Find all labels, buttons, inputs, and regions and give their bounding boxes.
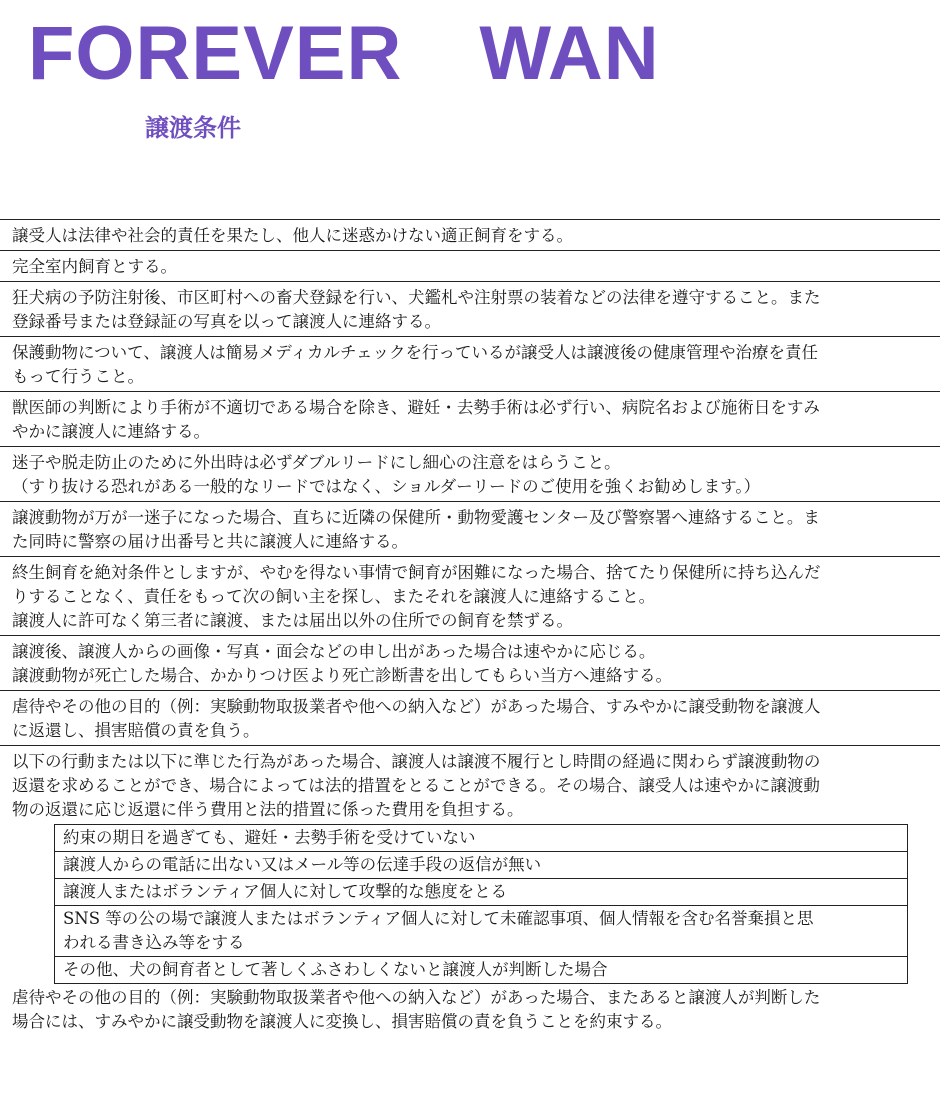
breach-item-text: 譲渡人またはボランティア個人に対して攻撃的な態度をとる — [63, 882, 508, 901]
condition-text: 登録番号または登録証の写真を以って譲渡人に連絡する。 — [12, 312, 441, 331]
condition-text: 虐待やその他の目的（例：実験動物取扱業者や他への納入など）があった場合、すみやかに譲受動物を譲渡人 — [12, 697, 821, 716]
condition-row — [0, 391, 940, 446]
breach-item — [55, 878, 907, 905]
condition-text: に返還し、損害賠償の責を負う。 — [12, 721, 260, 740]
condition-text: 狂犬病の予防注射後、市区町村への畜犬登録を行い、犬鑑札や注射票の装着などの法律を遵守すること。また — [12, 288, 821, 307]
condition-text: 譲受人は法律や社会的責任を果たし、他人に迷惑かけない適正飼育をする。 — [12, 226, 573, 245]
breach-row — [0, 745, 940, 1034]
condition-row — [0, 556, 940, 635]
condition-text: 譲渡動物が万が一迷子になった場合、直ちに近隣の保健所・動物愛護センター及び警察署へ連絡すること。ま — [12, 508, 820, 527]
breach-intro-text: 返還を求めることができ、場合によっては法的措置をとることができる。その場合、譲受人は速やかに譲渡動 — [12, 776, 820, 795]
brand-logo: FOREVER WAN — [28, 11, 660, 96]
condition-text: りすることなく、責任をもって次の飼い主を探し、またそれを譲渡人に連絡すること。 — [12, 587, 656, 606]
breach-item-text: 約束の期日を過ぎても、避妊・去勢手術を受けていない — [63, 828, 476, 847]
breach-closing — [12, 986, 940, 1032]
condition-text: 獣医師の判断により手術が不適切である場合を除き、避妊・去勢手術は必ず行い、病院名および施術日をすみ — [12, 398, 820, 417]
condition-row — [0, 501, 940, 556]
breach-intro-text: 以下の行動または以下に準じた行為があった場合、譲渡人は譲渡不履行とし時間の経過に関わらず譲渡動物の — [12, 752, 821, 771]
condition-text: 迷子や脱走防止のために外出時は必ずダブルリードにし細心の注意をはらうこと。 — [12, 453, 621, 472]
condition-row — [0, 250, 940, 281]
breach-item-text: われる書き込み等をする — [63, 933, 245, 952]
breach-closing-text: 場合には、すみやかに譲受動物を譲渡人に変換し、損害賠償の責を負うことを約束する。 — [12, 1012, 672, 1031]
condition-text: やかに譲渡人に連絡する。 — [12, 422, 210, 441]
condition-text: 譲渡人に許可なく第三者に譲渡、または届出以外の住所での飼育を禁ずる。 — [12, 611, 573, 630]
breach-item-text: その他、犬の飼育者として著しくふさわしくないと譲渡人が判断した場合 — [63, 960, 608, 979]
condition-text: もって行うこと。 — [12, 367, 144, 386]
conditions-table — [0, 219, 940, 1034]
condition-row — [0, 690, 940, 745]
condition-row — [0, 281, 940, 336]
condition-text: 終生飼育を絶対条件としますが、やむを得ない事情で飼育が困難になった場合、捨てたり保健所に持ち込んだ — [12, 563, 821, 582]
breach-item — [55, 851, 907, 878]
condition-text: 完全室内飼育とする。 — [12, 257, 177, 276]
condition-row — [0, 219, 940, 250]
condition-text: 譲渡動物が死亡した場合、かかりつけ医より死亡診断書を出してもらい当方へ連絡する。 — [12, 666, 672, 685]
breach-items-table — [54, 824, 908, 984]
breach-closing-text: 虐待やその他の目的（例：実験動物取扱業者や他への納入など）があった場合、またあると譲渡人が判断した — [12, 988, 821, 1007]
condition-text: た同時に警察の届け出番号と共に譲渡人に連絡する。 — [12, 532, 408, 551]
condition-row — [0, 446, 940, 501]
condition-text: 譲渡後、譲渡人からの画像・写真・面会などの申し出があった場合は速やかに応じる。 — [12, 642, 656, 661]
breach-item — [55, 825, 907, 851]
breach-item — [55, 905, 907, 956]
breach-item-text: SNS 等の公の場で譲渡人またはボランティア個人に対して未確認事項、個人情報を含む名誉棄損と思 — [63, 909, 814, 928]
condition-row — [0, 336, 940, 391]
breach-item — [55, 956, 907, 983]
breach-item-text: 譲渡人からの電話に出ない又はメール等の伝達手段の返信が無い — [63, 855, 542, 874]
condition-row — [0, 635, 940, 690]
page-title: 譲渡条件 — [145, 114, 241, 142]
condition-text: 保護動物について、譲渡人は簡易メディカルチェックを行っているが譲受人は譲渡後の健康管理や治療を責任 — [12, 343, 819, 362]
breach-intro-text: 物の返還に応じ返還に伴う費用と法的措置に係った費用を負担する。 — [12, 800, 524, 819]
condition-text: （すり抜ける恐れがある一般的なリードではなく、ショルダーリードのご使用を強くお勧めします。） — [12, 477, 761, 496]
